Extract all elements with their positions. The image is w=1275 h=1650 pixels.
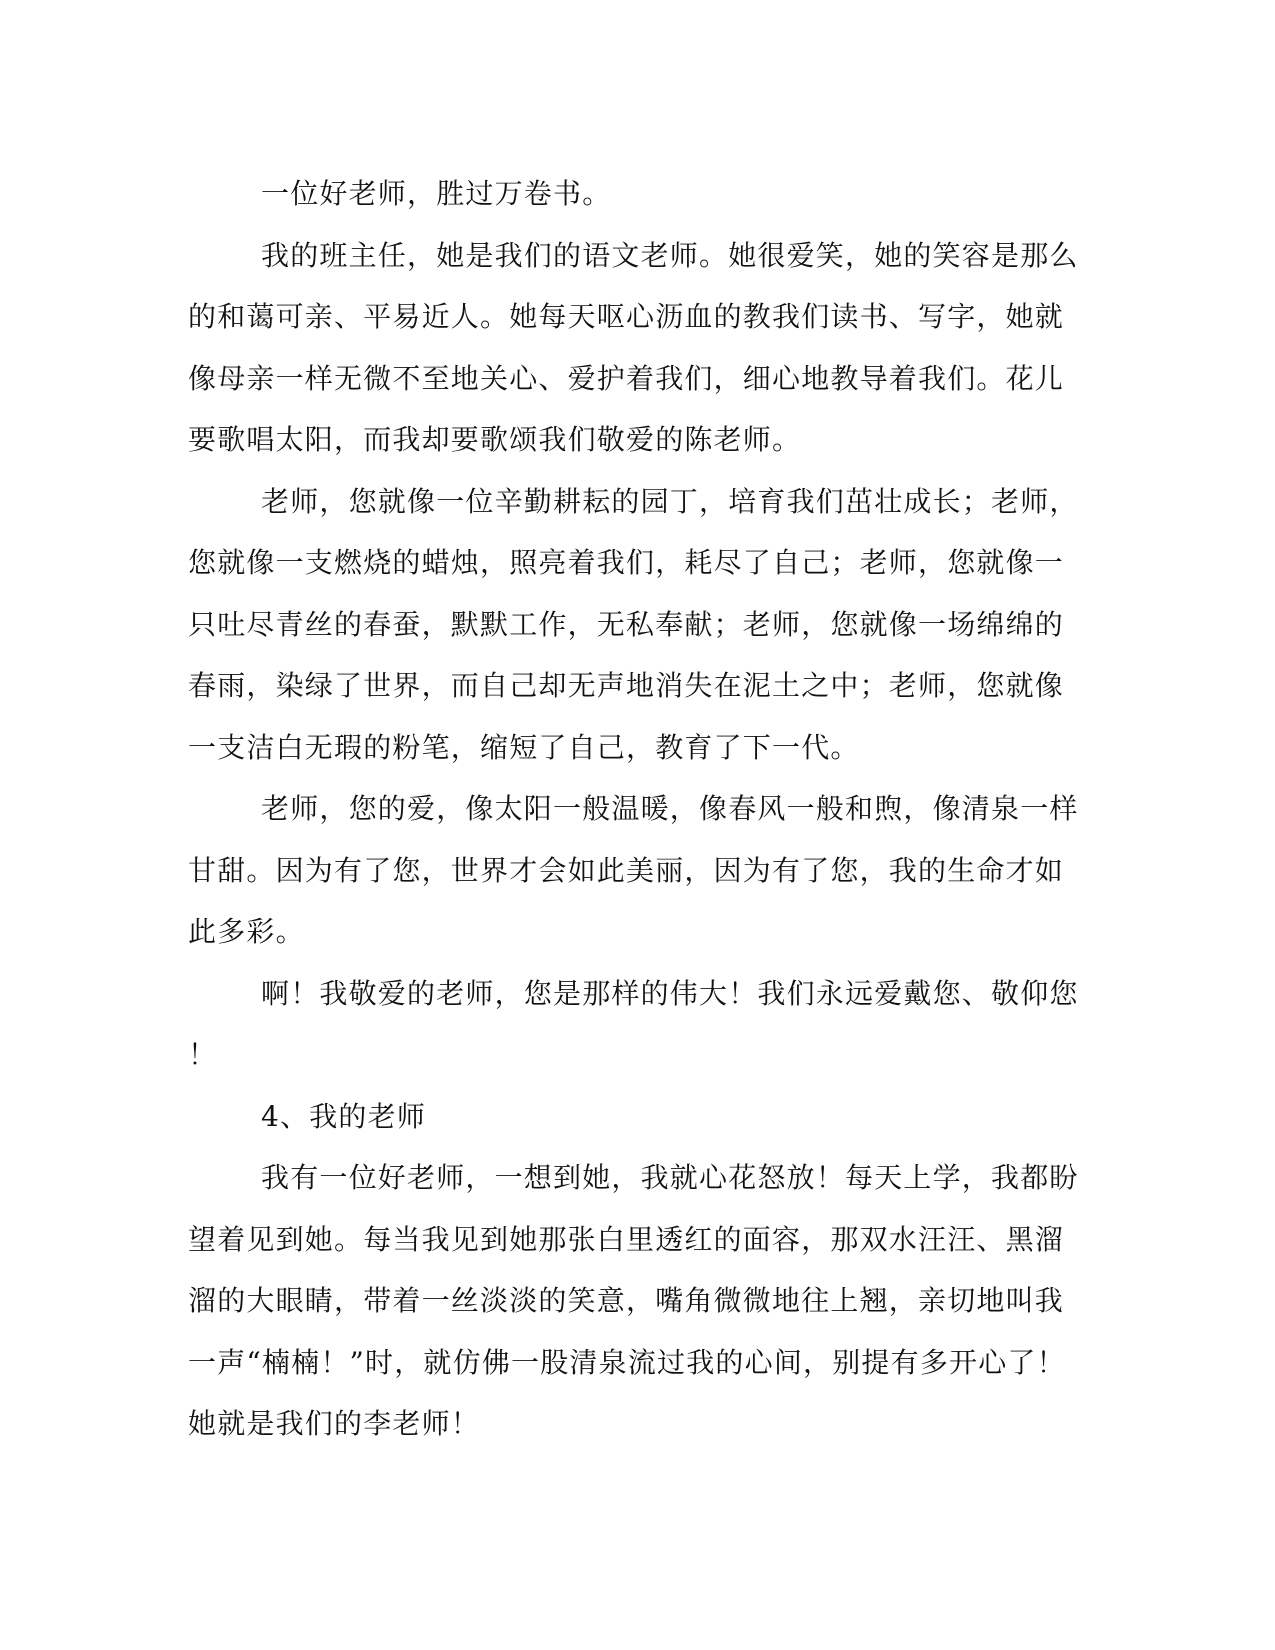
- paragraph-line: 您就像一支燃烧的蜡烛，照亮着我们，耗尽了自己；老师，您就像一: [188, 546, 1065, 579]
- paragraph-line: 只吐尽青丝的春蚕，默默工作，无私奉献；老师，您就像一场绵绵的: [188, 607, 1065, 641]
- paragraph-line: 一位好老师，胜过万卷书。: [261, 177, 612, 210]
- section-heading: 4、我的老师: [261, 1099, 427, 1133]
- paragraph-line: 她就是我们的李老师！: [188, 1407, 481, 1440]
- paragraph-line: 此多彩。: [188, 915, 305, 948]
- paragraph-line: 老师，您的爱，像太阳一般温暖，像春风一般和煦，像清泉一样: [261, 792, 1079, 825]
- paragraph-line: 要歌唱太阳，而我却要歌颂我们敬爱的陈老师。: [188, 423, 802, 456]
- document-body: [188, 163, 1079, 1455]
- paragraph-line: 老师，您就像一位辛勤耕耘的园丁，培育我们茁壮成长；老师，: [261, 484, 1079, 518]
- paragraph-line: 啊！我敬爱的老师，您是那样的伟大！我们永远爱戴您、敬仰您: [261, 976, 1079, 1010]
- paragraph-line: 一声“楠楠！”时，就仿佛一股清泉流过我的心间，别提有多开心了！: [188, 1345, 1066, 1379]
- paragraph-line: ！: [188, 1038, 218, 1071]
- paragraph-line: 甘甜。因为有了您，世界才会如此美丽，因为有了您，我的生命才如: [188, 853, 1065, 887]
- paragraph-line: 的和蔼可亲、平易近人。她每天呕心沥血的教我们读书、写字，她就: [188, 300, 1065, 333]
- paragraph-line: 像母亲一样无微不至地关心、爱护着我们，细心地教导着我们。花儿: [188, 361, 1065, 395]
- paragraph-line: 我有一位好老师，一想到她，我就心花怒放！每天上学，我都盼: [261, 1161, 1079, 1194]
- paragraph-line: 春雨，染绿了世界，而自己却无声地消失在泥土之中；老师，您就像: [188, 669, 1065, 702]
- paragraph-line: 望着见到她。每当我见到她那张白里透红的面容，那双水汪汪、黑溜: [188, 1222, 1065, 1256]
- paragraph-line: 溜的大眼睛，带着一丝淡淡的笑意，嘴角微微地往上翘，亲切地叫我: [188, 1284, 1065, 1317]
- paragraph-line: 一支洁白无瑕的粉笔，缩短了自己，教育了下一代。: [188, 730, 860, 764]
- paragraph-line: 我的班主任，她是我们的语文老师。她很爱笑，她的笑容是那么: [261, 238, 1079, 272]
